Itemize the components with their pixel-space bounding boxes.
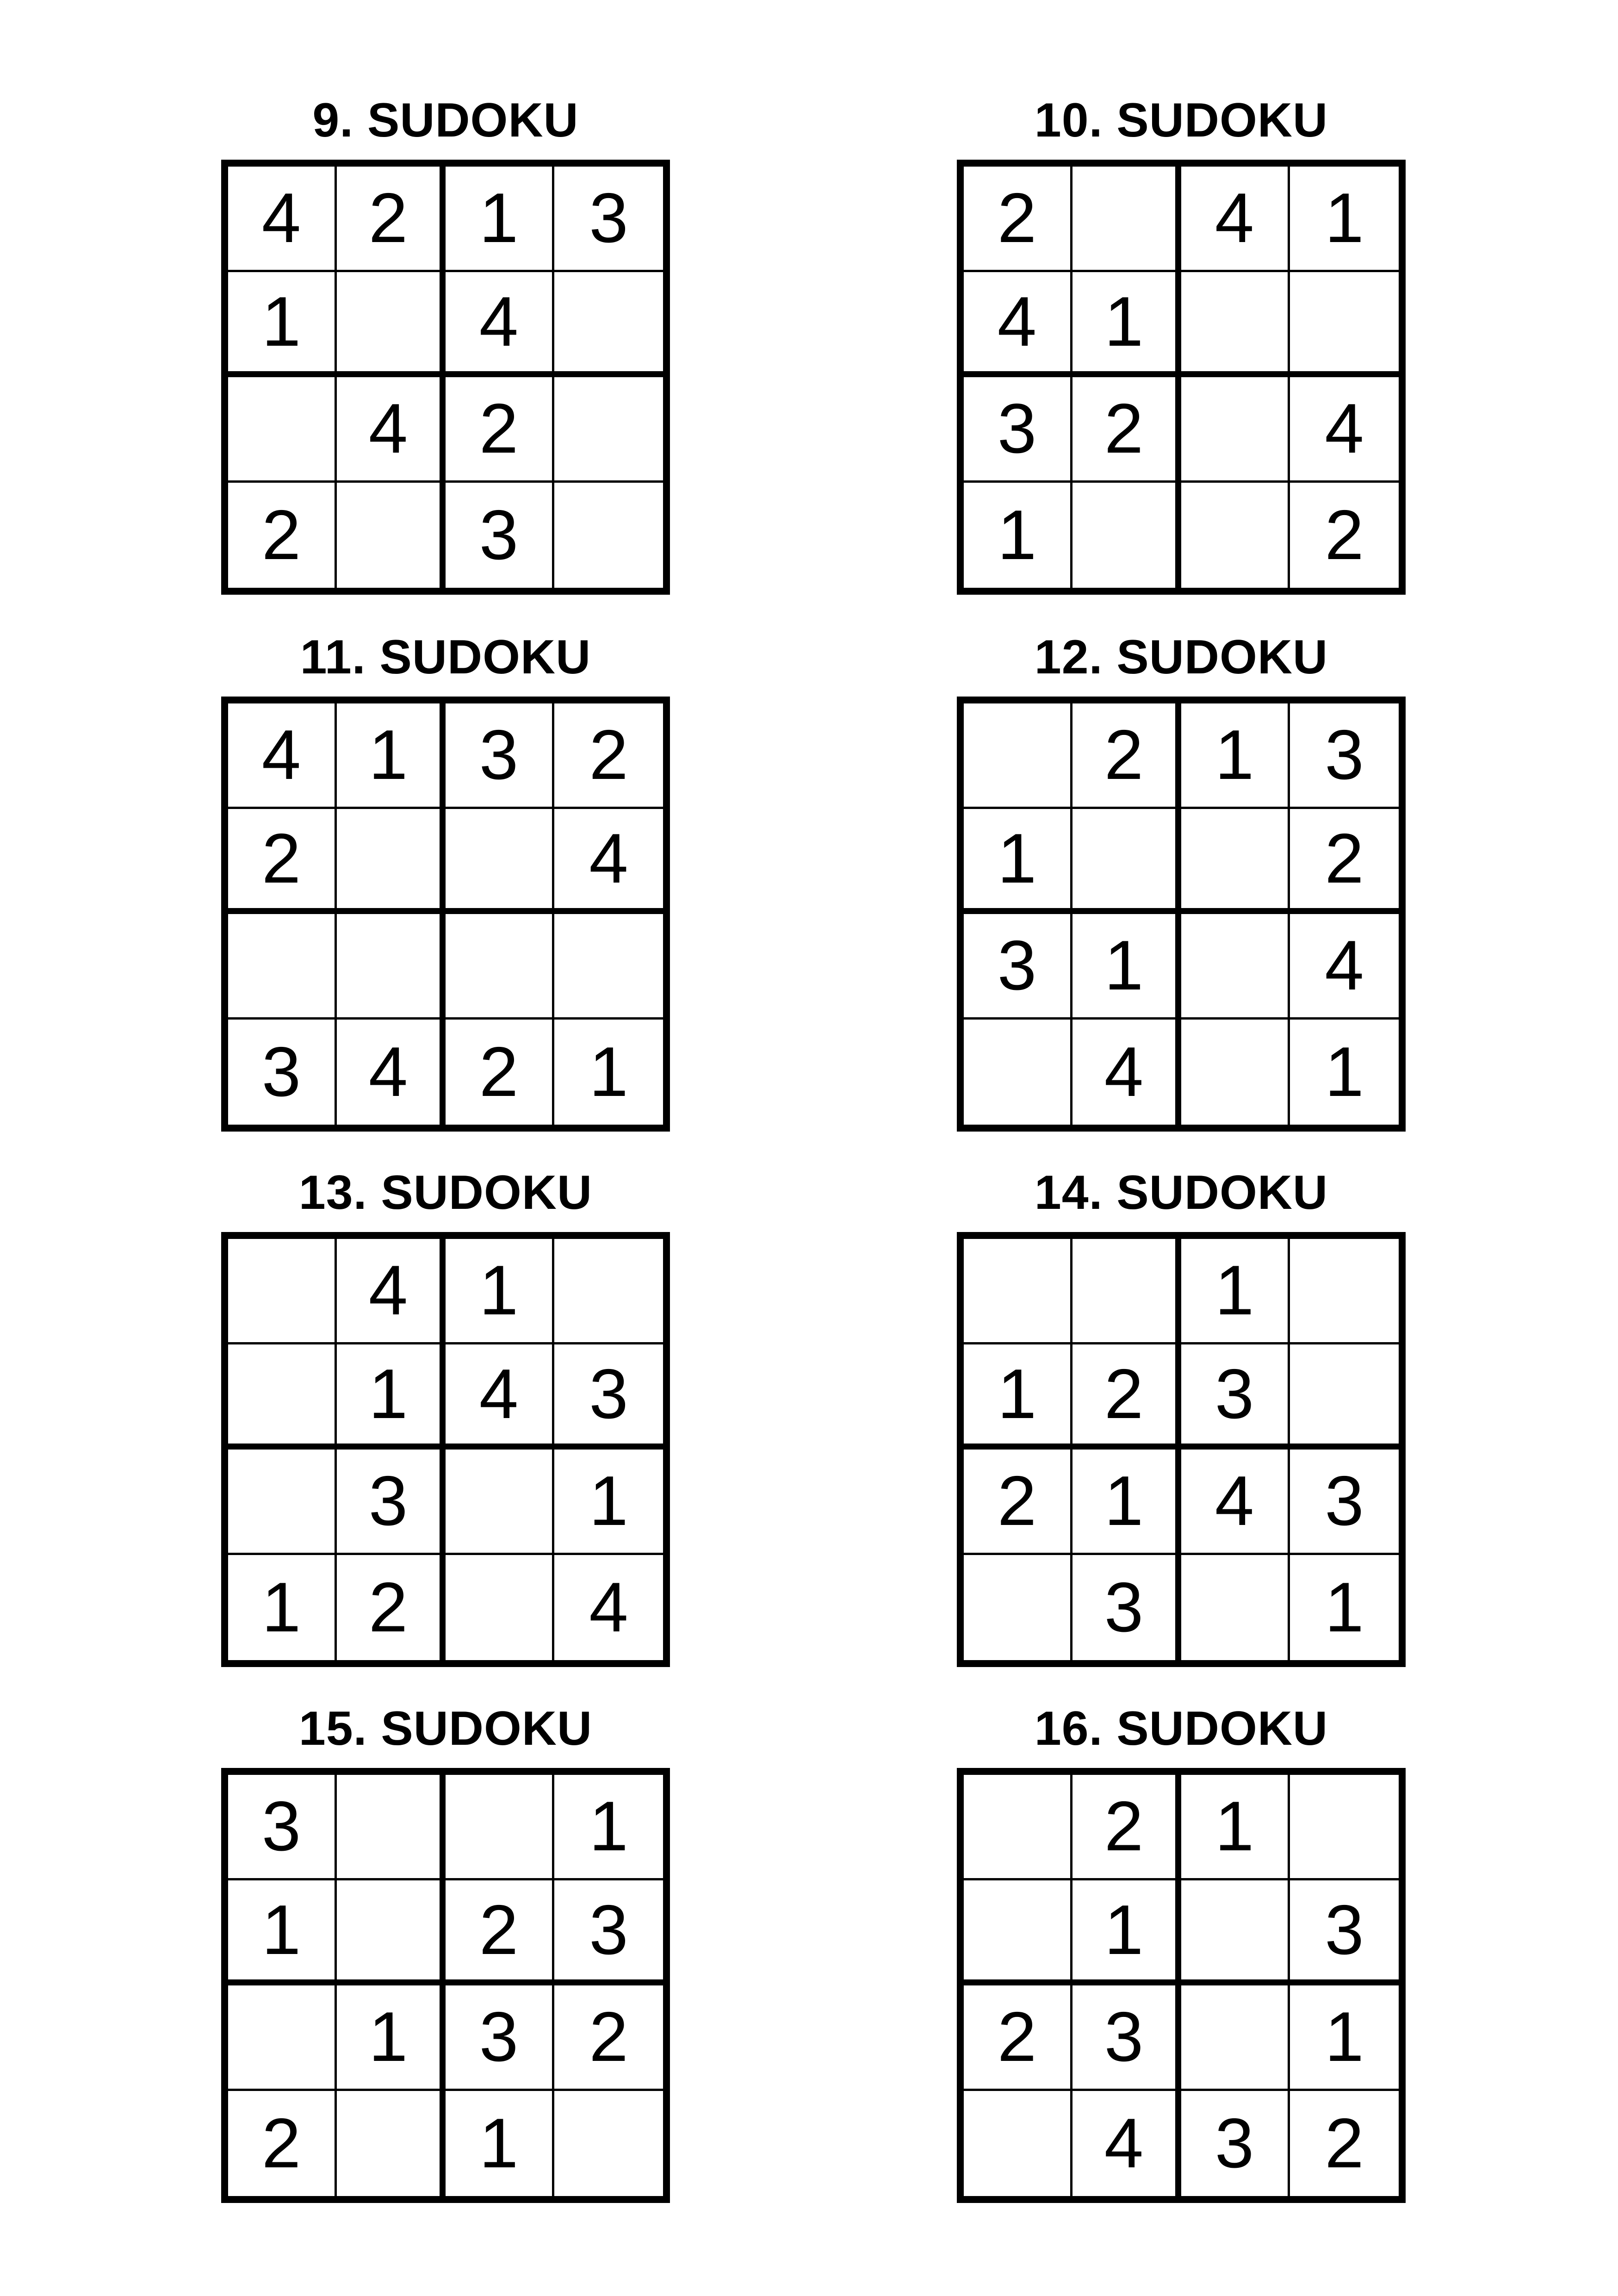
empty-cell[interactable]: [554, 377, 663, 483]
empty-cell[interactable]: [1181, 914, 1290, 1020]
given-cell: 4: [964, 272, 1072, 378]
given-cell: 1: [964, 809, 1072, 915]
given-cell: 4: [228, 703, 337, 809]
given-cell: 1: [446, 167, 554, 272]
given-cell: 3: [554, 1880, 663, 1986]
given-cell: 2: [1072, 703, 1181, 809]
given-cell: 3: [964, 377, 1072, 483]
empty-cell[interactable]: [337, 914, 446, 1020]
given-cell: 4: [337, 377, 446, 483]
empty-cell[interactable]: [1181, 1880, 1290, 1986]
given-cell: 2: [228, 483, 337, 588]
given-cell: 1: [964, 483, 1072, 588]
empty-cell[interactable]: [228, 1985, 337, 2091]
empty-cell[interactable]: [1290, 1775, 1399, 1880]
empty-cell[interactable]: [964, 1555, 1072, 1661]
given-cell: 2: [964, 1450, 1072, 1555]
given-cell: 1: [964, 1344, 1072, 1450]
empty-cell[interactable]: [1290, 1239, 1399, 1344]
given-cell: 2: [964, 1985, 1072, 2091]
empty-cell[interactable]: [964, 1775, 1072, 1880]
given-cell: 2: [1325, 496, 1364, 575]
given-cell: 3: [337, 1450, 446, 1555]
given-cell: 3: [1181, 2091, 1290, 2196]
empty-cell[interactable]: [964, 2091, 1072, 2196]
given-cell: 1: [589, 1033, 628, 1112]
empty-cell[interactable]: [337, 1880, 446, 1986]
given-cell: 3: [1181, 1344, 1290, 1450]
given-cell: 3: [1072, 1985, 1181, 2091]
given-cell: 4: [554, 809, 663, 915]
given-cell: 1: [446, 2091, 554, 2196]
empty-cell[interactable]: [964, 1880, 1072, 1986]
given-cell: 1: [1325, 1568, 1364, 1647]
empty-cell[interactable]: [228, 914, 337, 1020]
given-cell: 3: [1290, 1880, 1399, 1986]
given-cell: 2: [1072, 1775, 1181, 1880]
empty-cell[interactable]: [337, 272, 446, 378]
given-cell: 1: [1290, 167, 1399, 272]
given-cell: 4: [1072, 1020, 1181, 1125]
given-cell: 4: [1181, 167, 1290, 272]
given-cell: 1: [554, 1450, 663, 1555]
given-cell: 3: [1072, 1555, 1181, 1661]
empty-cell[interactable]: [554, 1239, 663, 1344]
given-cell: 3: [1290, 1450, 1399, 1555]
sudoku-grid: [221, 697, 670, 1132]
empty-cell[interactable]: [446, 1555, 554, 1661]
empty-cell[interactable]: [964, 1020, 1072, 1125]
given-cell: 3: [554, 167, 663, 272]
given-cell: 2: [337, 1555, 446, 1661]
given-cell: 1: [1181, 703, 1290, 809]
given-cell: 4: [1290, 377, 1399, 483]
given-cell: 1: [1072, 914, 1181, 1020]
sudoku-grid: [221, 160, 670, 595]
given-cell: 1: [554, 1775, 663, 1880]
empty-cell[interactable]: [446, 914, 554, 1020]
given-cell: 3: [446, 483, 554, 588]
empty-cell[interactable]: [964, 1239, 1072, 1344]
empty-cell[interactable]: [964, 703, 1072, 809]
given-cell: 2: [446, 1880, 554, 1986]
given-cell: 2: [964, 167, 1072, 272]
given-cell: 3: [446, 703, 554, 809]
given-cell: 3: [228, 1775, 337, 1880]
given-cell: 1: [228, 1880, 337, 1986]
given-cell: 2: [228, 809, 337, 915]
puzzle-title: 11. SUDOKU: [300, 630, 591, 684]
empty-cell[interactable]: [1181, 1020, 1290, 1125]
puzzle-title: 15. SUDOKU: [298, 1702, 593, 1755]
given-cell: 1: [446, 1239, 554, 1344]
empty-cell[interactable]: [337, 483, 446, 588]
empty-cell[interactable]: [1181, 483, 1290, 588]
given-cell: 4: [228, 167, 337, 272]
sudoku-grid: [221, 1232, 670, 1667]
given-cell: 3: [446, 1985, 554, 2091]
empty-cell[interactable]: [1290, 1344, 1399, 1450]
given-cell: 1: [337, 1985, 446, 2091]
puzzle-title: 10. SUDOKU: [1034, 93, 1328, 147]
empty-cell[interactable]: [228, 377, 337, 483]
given-cell: 1: [1325, 1033, 1364, 1112]
given-cell: 1: [337, 1344, 446, 1450]
sudoku-grid: [957, 697, 1406, 1132]
puzzle-title: 14. SUDOKU: [1034, 1166, 1328, 1220]
puzzle-title: 12. SUDOKU: [1034, 630, 1328, 684]
empty-cell[interactable]: [228, 1344, 337, 1450]
given-cell: 2: [554, 1985, 663, 2091]
given-cell: 4: [1072, 2091, 1181, 2196]
given-cell: 4: [446, 272, 554, 378]
given-cell: 2: [446, 377, 554, 483]
given-cell: 3: [554, 1344, 663, 1450]
empty-cell[interactable]: [554, 2091, 663, 2196]
empty-cell[interactable]: [1072, 1239, 1181, 1344]
empty-cell[interactable]: [554, 272, 663, 378]
given-cell: 2: [1072, 377, 1181, 483]
empty-cell[interactable]: [1181, 1555, 1290, 1661]
given-cell: 1: [1290, 1985, 1399, 2091]
given-cell: 3: [964, 914, 1072, 1020]
given-cell: 2: [1290, 809, 1399, 915]
given-cell: 3: [1290, 703, 1399, 809]
empty-cell[interactable]: [446, 809, 554, 915]
puzzle-title: 9. SUDOKU: [312, 93, 579, 147]
sudoku-grid: [221, 1768, 670, 2203]
empty-cell[interactable]: [337, 809, 446, 915]
given-cell: 1: [228, 272, 337, 378]
empty-cell[interactable]: [1181, 809, 1290, 915]
puzzle-title: 16. SUDOKU: [1034, 1702, 1328, 1755]
given-cell: 1: [337, 703, 446, 809]
given-cell: 4: [337, 1239, 446, 1344]
empty-cell[interactable]: [1181, 377, 1290, 483]
given-cell: 1: [228, 1555, 337, 1661]
empty-cell[interactable]: [1290, 272, 1399, 378]
empty-cell[interactable]: [1072, 167, 1181, 272]
empty-cell[interactable]: [446, 1775, 554, 1880]
empty-cell[interactable]: [337, 1775, 446, 1880]
given-cell: 1: [1181, 1239, 1290, 1344]
empty-cell[interactable]: [228, 1239, 337, 1344]
empty-cell[interactable]: [337, 2091, 446, 2196]
given-cell: 1: [1072, 272, 1181, 378]
given-cell: 4: [589, 1568, 628, 1647]
given-cell: 2: [554, 703, 663, 809]
sudoku-grid: [957, 1768, 1406, 2203]
sudoku-grid: [957, 1232, 1406, 1667]
empty-cell[interactable]: [1181, 1985, 1290, 2091]
given-cell: 4: [337, 1020, 446, 1125]
sudoku-grid: [957, 160, 1406, 595]
puzzle-title: 13. SUDOKU: [298, 1166, 593, 1220]
given-cell: 2: [228, 2091, 337, 2196]
given-cell: 4: [1290, 914, 1399, 1020]
empty-cell[interactable]: [554, 914, 663, 1020]
empty-cell[interactable]: [1072, 483, 1181, 588]
given-cell: 2: [1325, 2104, 1364, 2183]
empty-cell[interactable]: [446, 1450, 554, 1555]
empty-cell[interactable]: [554, 483, 663, 588]
given-cell: 1: [1072, 1880, 1181, 1986]
given-cell: 3: [228, 1020, 337, 1125]
given-cell: 4: [1181, 1450, 1290, 1555]
given-cell: 2: [337, 167, 446, 272]
given-cell: 1: [1181, 1775, 1290, 1880]
empty-cell[interactable]: [1181, 272, 1290, 378]
given-cell: 2: [1072, 1344, 1181, 1450]
empty-cell[interactable]: [1072, 809, 1181, 915]
empty-cell[interactable]: [228, 1450, 337, 1555]
given-cell: 2: [446, 1020, 554, 1125]
given-cell: 4: [446, 1344, 554, 1450]
given-cell: 1: [1072, 1450, 1181, 1555]
